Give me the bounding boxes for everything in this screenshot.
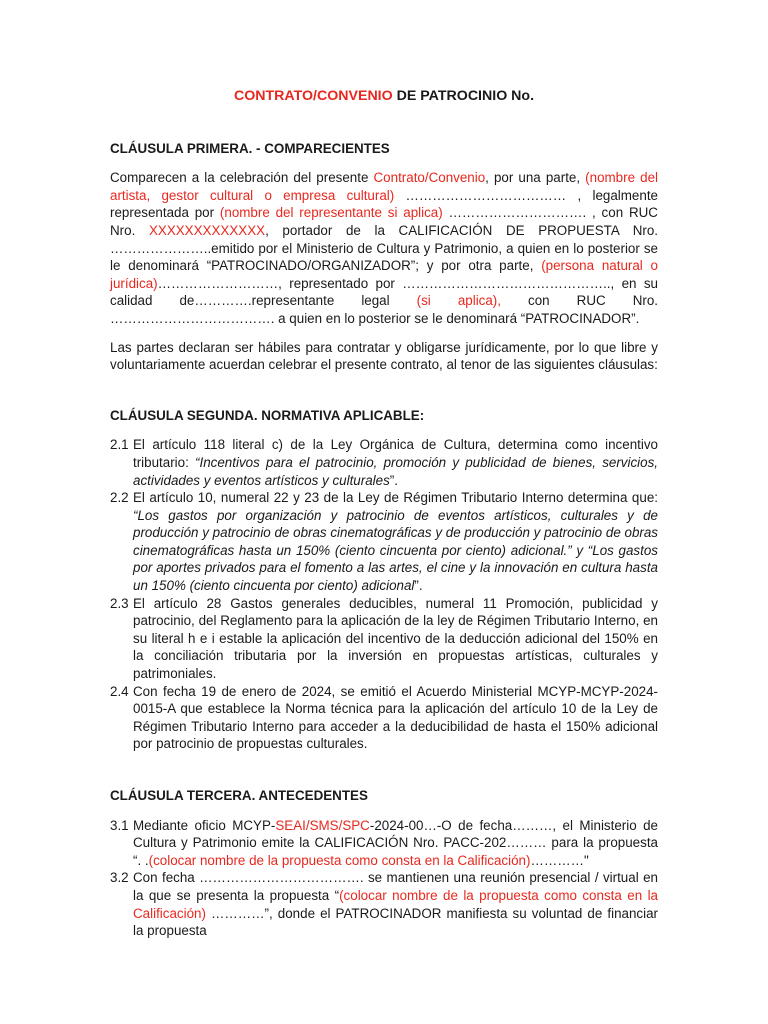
item-number: 2.4 (110, 683, 129, 699)
text-run: ………………………, representado por ……………………………………….., en su calidad de………….representante legal (110, 275, 658, 309)
clause-2-heading: CLÁUSULA SEGUNDA. NORMATIVA APLICABLE: (110, 407, 425, 423)
placeholder-text: Contrato/Convenio (373, 170, 486, 186)
item-number: 2.2 (110, 490, 129, 506)
text-run: , portador de la CALIFICACIÓN DE PROPUESTA Nro. …………………..emitido por el Ministerio de Cultura y Patrimonio, a quien en lo posterior se le denominará “PATROCINADO/ORGANIZADOR”; y por otra parte, (110, 222, 658, 274)
clause-3-heading: CLÁUSULA TERCERA. ANTECEDENTES (110, 788, 368, 803)
placeholder-text: (colocar nombre de la propuesta como consta en la Calificación) (133, 887, 659, 921)
contract-title (110, 88, 658, 106)
numbered-item (110, 436, 658, 489)
placeholder-text: (nombre del representante si aplica) (219, 205, 443, 221)
text-run: , por una parte, (485, 170, 586, 186)
text-run: -2024-00…-O de fecha………, el Ministerio de Cultura y Patrimonio emite la CALIFICACIÓN Nro. PACC-202……… para la propuesta “. . (133, 817, 658, 868)
text-run: Comparecen a la celebración del presente (110, 170, 374, 186)
clause-1-heading: CLÁUSULA PRIMERA. - COMPARECIENTES (110, 140, 390, 156)
text-run: ”. (414, 578, 423, 594)
numbered-item (110, 489, 658, 595)
text-run: El artículo 28 Gastos generales deducibles, numeral 11 Promoción, publicidad y patrocinio, del Reglamento para la aplicación de la ley de Régimen Tributario Interno, en su literal h e i estable la aplicación del incentivo de la deducción adicional del 150% en la conciliación tributaria por la inversión en propuestas artísticas, culturales y patrimoniales. (133, 595, 658, 682)
text-run: “Incentivos para el patrocinio, promoción y publicidad de bienes, servicios, actividades y eventos artísticos y culturales (133, 454, 658, 488)
text-run: “Los gastos por organización y patrocinio de eventos artísticos, culturales y de producción y patrocinio de obras cinematográficas y de producción y patrocinio de obras cinematográficas hasta un 150% (ciento cincuenta por ciento) adicional.” y “Los gastos por aportes privados para el fomento a las artes, el cine y la innovación en cultura hasta un 150% (ciento cincuenta por ciento) adicional (133, 507, 658, 594)
text-run: …………”, donde el PATROCINADOR manifiesta su voluntad de financiar la propuesta (133, 905, 658, 939)
placeholder-text: XXXXXXXXXXXXX (148, 222, 266, 238)
numbered-item (110, 595, 658, 683)
numbered-item (110, 869, 658, 939)
placeholder-text: (colocar nombre de la propuesta como consta en la Calificación) (148, 852, 531, 868)
text-run: ”. (389, 472, 398, 488)
title-black-part: DE PATROCINIO No. (392, 88, 535, 104)
item-number: 3.1 (110, 817, 129, 833)
text-run: Con fecha ………………………………. se mantienen una reunión presencial / virtual en la que se presenta la propuesta “ (133, 870, 658, 903)
clause-2-list (110, 436, 658, 753)
placeholder-text: (nombre del artista, gestor cultural o empresa cultural) (110, 170, 658, 203)
text-run: …………………………. , con RUC Nro. (110, 205, 658, 238)
clause-1-paragraph-2: Las partes declaran ser hábiles para contratar y obligarse jurídicamente, por lo que libre y voluntariamente acuerdan celebrar el presente contrato, al tenor de las siguientes cláusulas: (110, 339, 658, 373)
numbered-item (110, 683, 658, 753)
item-number: 2.3 (110, 595, 129, 611)
placeholder-text: (persona natural o jurídica) (110, 258, 658, 291)
item-number: 2.1 (110, 437, 129, 453)
title-red-part: CONTRATO/CONVENIO (233, 88, 393, 104)
text-run: ……………………………… , legalmente representada por (110, 187, 658, 221)
item-number: 3.2 (110, 870, 129, 886)
numbered-item (110, 817, 658, 870)
text-run: Con fecha 19 de enero de 2024, se emitió el Acuerdo Ministerial MCYP-MCYP-2024-0015-A que establece la Norma técnica para la aplicación del artículo 10 de la Ley de Régimen Tributario Interno para acceder a la deducibilidad de hasta el 150% adicional por patrocinio de propuestas culturales. (133, 683, 658, 752)
clause-1-paragraph-1 (110, 169, 658, 327)
text-run: El artículo 118 literal c) de la Ley Orgánica de Cultura, determina como incentivo tributario: (133, 437, 658, 470)
placeholder-text: (si aplica), (416, 293, 501, 309)
text-run: Mediante oficio MCYP- (133, 817, 276, 833)
placeholder-text: SEAI/SMS/SPC (275, 817, 370, 833)
clause-3-list (110, 817, 658, 940)
text-run: El artículo 10, numeral 22 y 23 de la Ley de Régimen Tributario Interno determina que: (133, 490, 658, 506)
text-run: con RUC Nro. ………………………………. a quien en lo posterior se le denominará “PATROCINADOR”. (110, 293, 659, 326)
text-run: …………" (530, 852, 589, 868)
